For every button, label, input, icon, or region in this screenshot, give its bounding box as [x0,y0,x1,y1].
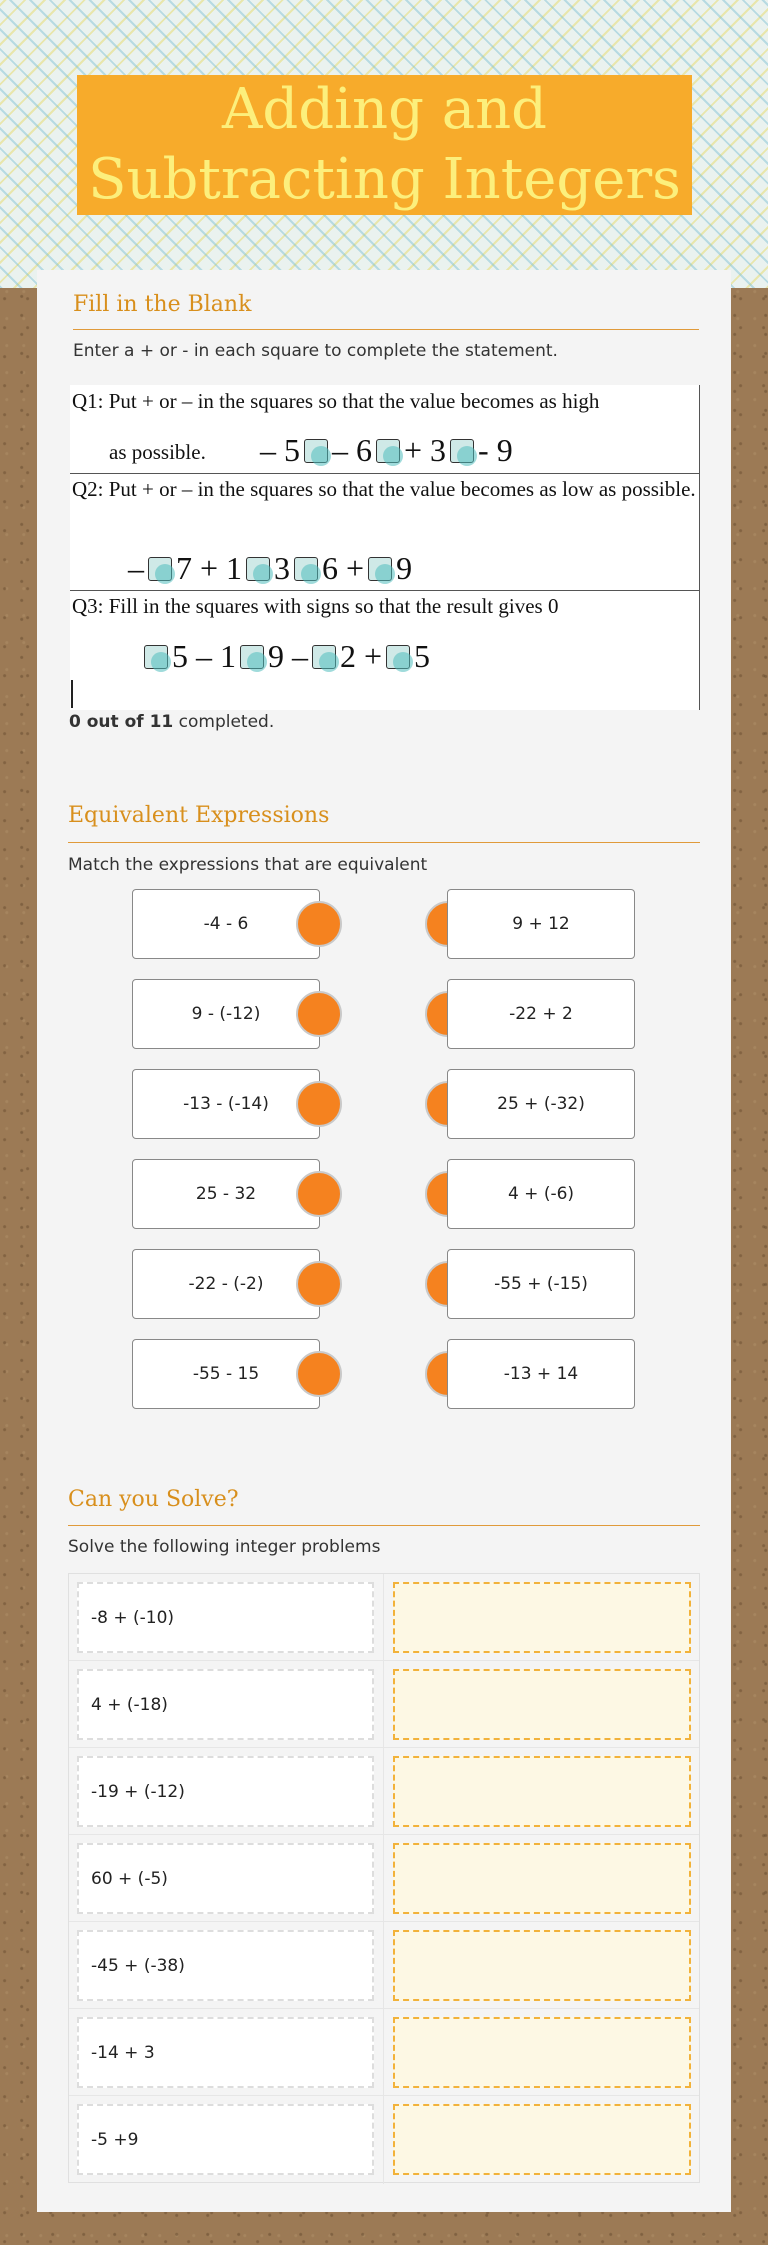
table-row [69,1748,699,1835]
q2-blank-2[interactable] [246,557,270,581]
q3-blank-2[interactable] [240,645,264,669]
solve-instruction: Solve the following integer problems [68,1537,381,1557]
question-1-text: Q1: Put + or – in the squares so that the value becomes as high [72,389,600,413]
q2-term: – [128,550,144,587]
problem-cell: -45 + (-38) [77,1930,374,2001]
problem-cell: 60 + (-5) [77,1843,374,1914]
q3-term: 5 – 1 [172,638,236,675]
q1-term: - 9 [478,432,513,469]
question-1-expression [260,429,513,469]
q3-term: 5 [414,638,431,675]
progress-count: 0 out of 11 [69,712,174,732]
match-left-card[interactable]: 25 - 32 [132,1159,320,1229]
answer-drop-zone[interactable] [393,1669,691,1740]
fill-blank-box [70,385,700,710]
match-left-handle[interactable] [296,1261,342,1307]
match-left-handle[interactable] [296,1351,342,1397]
q2-term: 6 + [322,550,365,587]
match-left-handle[interactable] [296,1171,342,1217]
answer-drop-zone[interactable] [393,1930,691,2001]
table-row [69,1835,699,1922]
fill-blank-instruction: Enter a + or - in each square to complete the statement. [73,341,558,361]
page-title: Adding and Subtracting Integers [88,77,681,212]
question-2 [70,475,700,503]
q2-term: 7 + 1 [176,550,243,587]
answer-drop-zone[interactable] [393,2017,691,2088]
q2-blank-4[interactable] [368,557,392,581]
table-row [69,2009,699,2096]
question-3-expression [140,635,430,675]
table-row [69,1922,699,2009]
fill-blank-title: Fill in the Blank [73,292,252,317]
match-right-card[interactable]: 25 + (-32) [447,1069,635,1139]
question-1 [70,387,700,415]
match-left-handle[interactable] [296,901,342,947]
q1-blank-2[interactable] [376,439,400,463]
fill-blank-rule [73,329,699,330]
q1-term: + 3 [404,432,447,469]
q2-blank-3[interactable] [294,557,318,581]
question-3-text: Q3: Fill in the squares with signs so that the result gives 0 [72,594,559,618]
match-left-handle[interactable] [296,1081,342,1127]
question-1-text-2: as possible. [109,440,206,464]
q3-term: 9 – [268,638,308,675]
table-row [69,1574,699,1661]
answer-drop-zone[interactable] [393,1582,691,1653]
problem-cell: -5 +9 [77,2104,374,2175]
solve-title: Can you Solve? [68,1487,239,1512]
equivalent-title: Equivalent Expressions [68,803,330,828]
answer-drop-zone[interactable] [393,2104,691,2175]
match-left-handle[interactable] [296,991,342,1037]
title-banner [77,75,692,215]
question-3 [70,592,700,620]
solve-rule [68,1525,700,1526]
match-left-card[interactable]: -13 - (-14) [132,1069,320,1139]
question-divider [70,473,700,474]
answer-drop-zone[interactable] [393,1756,691,1827]
q1-term: – 6 [332,432,372,469]
equivalent-rule [68,842,700,843]
q2-blank-1[interactable] [148,557,172,581]
answer-drop-zone[interactable] [393,1843,691,1914]
q3-blank-1[interactable] [144,645,168,669]
match-right-card[interactable]: -13 + 14 [447,1339,635,1409]
match-left-card[interactable]: 9 - (-12) [132,979,320,1049]
match-right-card[interactable]: -55 + (-15) [447,1249,635,1319]
equivalent-instruction: Match the expressions that are equivalent [68,855,428,875]
q3-blank-3[interactable] [312,645,336,669]
table-row [69,2096,699,2183]
question-2-expression [128,547,412,587]
question-2-text: Q2: Put + or – in the squares so that the value becomes as low as possible. [72,477,696,501]
text-cursor [71,680,73,708]
progress-suffix: completed. [173,712,275,732]
q1-blank-3[interactable] [450,439,474,463]
solve-table [68,1573,700,2183]
question-divider [70,590,700,591]
match-left-card[interactable]: -55 - 15 [132,1339,320,1409]
q3-term: 2 + [340,638,383,675]
q1-blank-1[interactable] [304,439,328,463]
match-right-card[interactable]: -22 + 2 [447,979,635,1049]
match-right-card[interactable]: 9 + 12 [447,889,635,959]
match-left-card[interactable]: -4 - 6 [132,889,320,959]
problem-cell: 4 + (-18) [77,1669,374,1740]
table-row [69,1661,699,1748]
q3-blank-4[interactable] [386,645,410,669]
progress-text [69,712,274,732]
q2-term: 3 [274,550,291,587]
q2-term: 9 [396,550,413,587]
match-left-card[interactable]: -22 - (-2) [132,1249,320,1319]
problem-cell: -19 + (-12) [77,1756,374,1827]
q1-term: – 5 [260,432,300,469]
problem-cell: -8 + (-10) [77,1582,374,1653]
match-right-card[interactable]: 4 + (-6) [447,1159,635,1229]
problem-cell: -14 + 3 [77,2017,374,2088]
